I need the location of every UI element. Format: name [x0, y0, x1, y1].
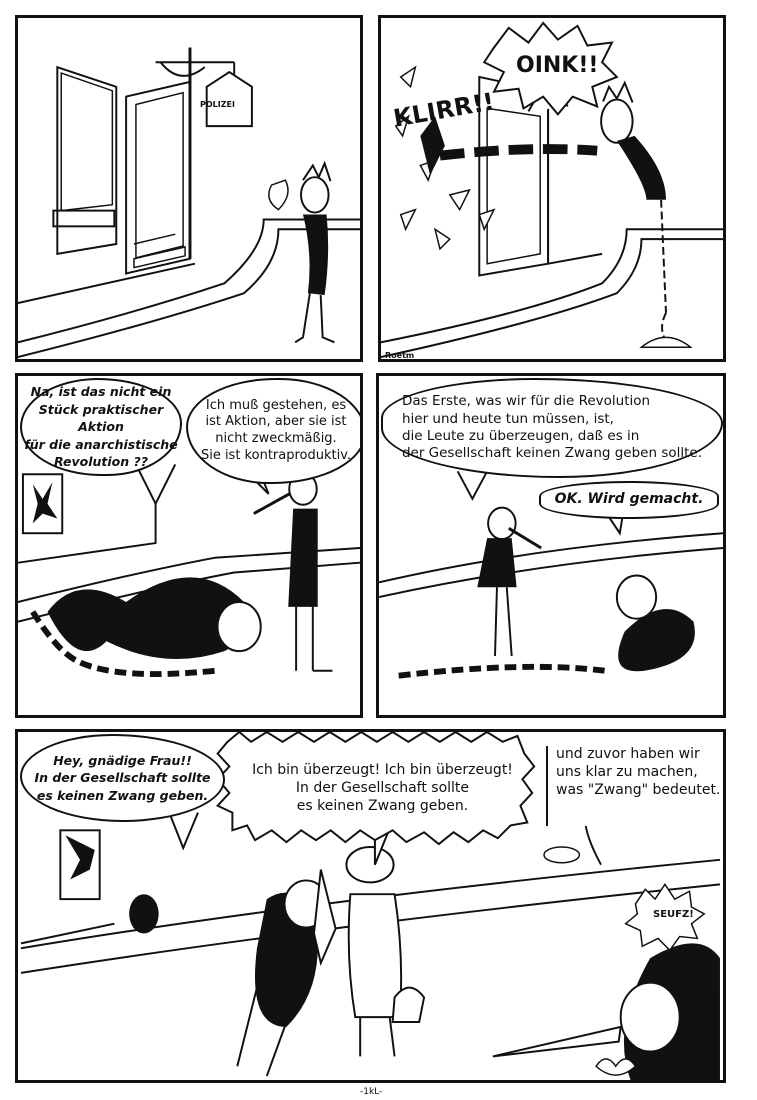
shout-bubble-center: [240, 744, 525, 834]
speech-text: Hey, gnädige Frau!! In der Gesellschaft sollte es keinen Zwang geben.: [34, 752, 211, 803]
panel-3: [15, 373, 363, 718]
reply-bubble: [539, 481, 719, 519]
panel-1-art: [18, 18, 360, 359]
narration-text: und zuvor haben wir uns klar zu machen, was "Zwang" bedeutet.: [556, 746, 721, 798]
speech-bubble-right: [186, 378, 363, 484]
klirr-sound-effect: KLIRR!!: [391, 87, 497, 133]
artist-signature: Roetm: [385, 351, 415, 360]
speech-bubble-left: [20, 378, 182, 476]
shout-text: Ich bin überzeugt! Ich bin überzeugt! In der Gesellschaft sollte es keinen Zwang geben.: [252, 762, 513, 814]
panel-2: [378, 15, 726, 362]
panel-1: [15, 15, 363, 362]
police-sign: POLIZEI: [200, 100, 235, 109]
page-number: -1kL-: [360, 1087, 383, 1097]
panel-5: [15, 729, 726, 1083]
narration-text: Das Erste, was wir für die Revolution hier und heute tun müssen, ist, die Leute zu überzeugen, daß es in der Gesellschaft keinen Zwang geben sollte.: [401, 393, 703, 462]
speech-text: Ich muß gestehen, es ist Aktion, aber sie ist nicht zweckmäßig. Sie ist kontraproduktiv.: [200, 397, 352, 463]
panel-4: [376, 373, 726, 718]
narration-caption-right: [546, 746, 724, 826]
reply-text: OK. Wird gemacht.: [554, 491, 704, 508]
oink-sound-effect: OINK!!: [516, 53, 599, 78]
speech-text: Na, ist das nicht ein Stück praktischer Aktion für die anarchistische Revolution ??: [24, 384, 178, 470]
seufz-sound-effect: SEUFZ!: [653, 909, 694, 920]
